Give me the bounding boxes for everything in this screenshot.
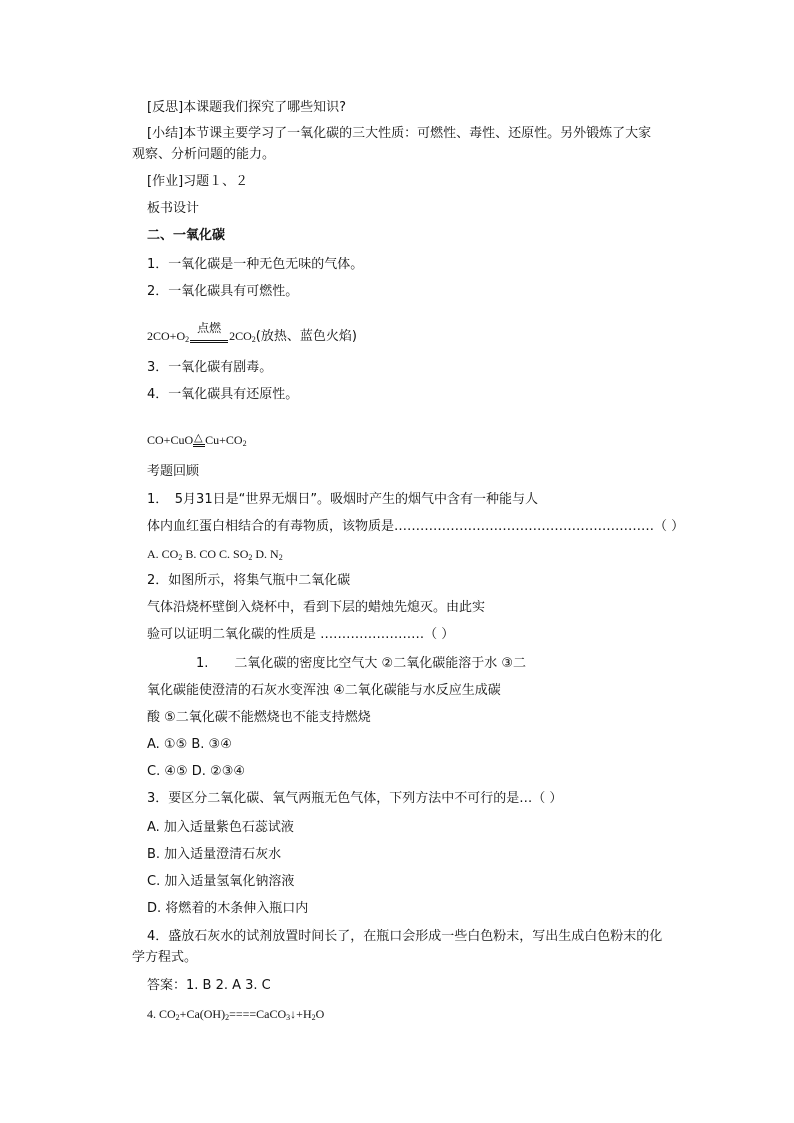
eq2-left: CO+CuO	[147, 433, 194, 447]
summary-line-1: [小结]本节课主要学习了一氧化碳的三大性质：可燃性、毒性、还原性。另外锻炼了大家	[147, 126, 652, 141]
question-4-line-2: 学方程式。	[132, 950, 198, 965]
combustion-equation	[147, 321, 357, 348]
q1-option-bc: B. CO C. SO	[182, 547, 249, 561]
property-4: 4．一氧化碳具有还原性。	[147, 387, 299, 402]
eq1-left-sub: 2	[185, 335, 190, 344]
eq1-right-sub: 2	[251, 335, 256, 344]
question-2-line-1: 2．如图所示，将集气瓶中二氧化碳	[147, 573, 351, 588]
reduction-equation	[147, 432, 247, 452]
property-3: 3．一氧化碳有剧毒。	[147, 360, 273, 375]
ans4-sub-d: 2	[311, 1013, 316, 1022]
eq1-right: 2CO	[229, 329, 252, 343]
question-3-option-b: B. 加入适量澄清石灰水	[147, 847, 282, 862]
question-3-stem: 3．要区分二氧化碳、氧气两瓶无色气体，下列方法中不可行的是…（ ）	[147, 791, 563, 806]
answer-4-equation	[147, 1006, 324, 1026]
q1-option-a-sub: 2	[178, 553, 183, 562]
ans4-part-e: O	[315, 1007, 325, 1021]
homework-line: [作业]习题１、２	[147, 174, 249, 189]
question-2-line-4: 1. 二氧化碳的密度比空气大 ②二氧化碳能溶于水 ③二	[196, 656, 526, 671]
eq2-arrow	[193, 432, 205, 452]
eq1-condition: 点燃	[197, 321, 222, 335]
question-1-line-2: 体内血红蛋白相结合的有毒物质，该物质是……………………………………………………（ ）	[147, 519, 685, 534]
q1-option-d: D. N	[252, 547, 279, 561]
ans4-part-c: ====CaCO	[229, 1007, 287, 1021]
property-1: 1．一氧化碳是一种无色无味的气体。	[147, 257, 364, 272]
question-1-options	[147, 546, 283, 566]
q1-option-c-sub: 2	[248, 553, 253, 562]
question-1-line-1: 1． 5月31日是“世界无烟日”。吸烟时产生的烟气中含有一种能与人	[147, 492, 539, 507]
property-2: 2．一氧化碳具有可燃性。	[147, 284, 299, 299]
question-2-line-3: 验可以证明二氧化碳的性质是 ……………………（ ）	[147, 627, 455, 642]
question-2-line-2: 气体沿烧杯壁倒入烧杯中，看到下层的蜡烛先熄灭。由此实	[147, 600, 486, 615]
question-2-line-5: 氧化碳能使澄清的石灰水变浑浊 ④二氧化碳能与水反应生成碳	[147, 683, 501, 698]
question-3-option-a: A. 加入适量紫色石蕊试液	[147, 820, 294, 835]
eq1-arrow	[190, 321, 228, 348]
ans4-sub-b: 2	[225, 1013, 230, 1022]
answers-line: 答案：1. B 2. A 3. C	[147, 978, 271, 993]
q1-option-a: A. CO	[147, 547, 179, 561]
question-2-line-6: 酸 ⑤二氧化碳不能燃烧也不能支持燃烧	[147, 710, 371, 725]
q1-option-d-sub: 2	[278, 553, 283, 562]
question-3-option-d: D. 将燃着的木条伸入瓶口内	[147, 901, 309, 916]
ans4-part-d: ↓+H	[290, 1007, 312, 1021]
eq1-left: 2CO+O	[147, 329, 186, 343]
eq2-right: Cu+CO	[205, 433, 243, 447]
question-2-options-2: C. ④⑤ D. ②③④	[147, 764, 246, 779]
ans4-sub-a: 2	[175, 1013, 180, 1022]
summary-line-2: 观察、分析问题的能力。	[132, 147, 276, 162]
question-2-options-1: A. ①⑤ B. ③④	[147, 737, 232, 752]
ans4-part-a: 4. CO	[147, 1007, 176, 1021]
eq1-note: (放热、蓝色火焰)	[255, 329, 357, 344]
review-heading: 考题回顾	[147, 464, 200, 479]
section-title: 二、一氧化碳	[147, 228, 226, 243]
ans4-sub-c: 3	[286, 1013, 291, 1022]
eq2-right-sub: 2	[242, 439, 247, 448]
ans4-part-b: +Ca(OH)	[179, 1007, 226, 1021]
board-design-heading: 板书设计	[147, 201, 200, 216]
eq2-condition: △	[194, 432, 203, 444]
question-4-line-1: 4．盛放石灰水的试剂放置时间长了，在瓶口会形成一些白色粉末，写出生成白色粉末的化	[147, 929, 663, 944]
reflection-line: [反思]本课题我们探究了哪些知识?	[147, 100, 347, 115]
question-3-option-c: C. 加入适量氢氧化钠溶液	[147, 874, 295, 889]
